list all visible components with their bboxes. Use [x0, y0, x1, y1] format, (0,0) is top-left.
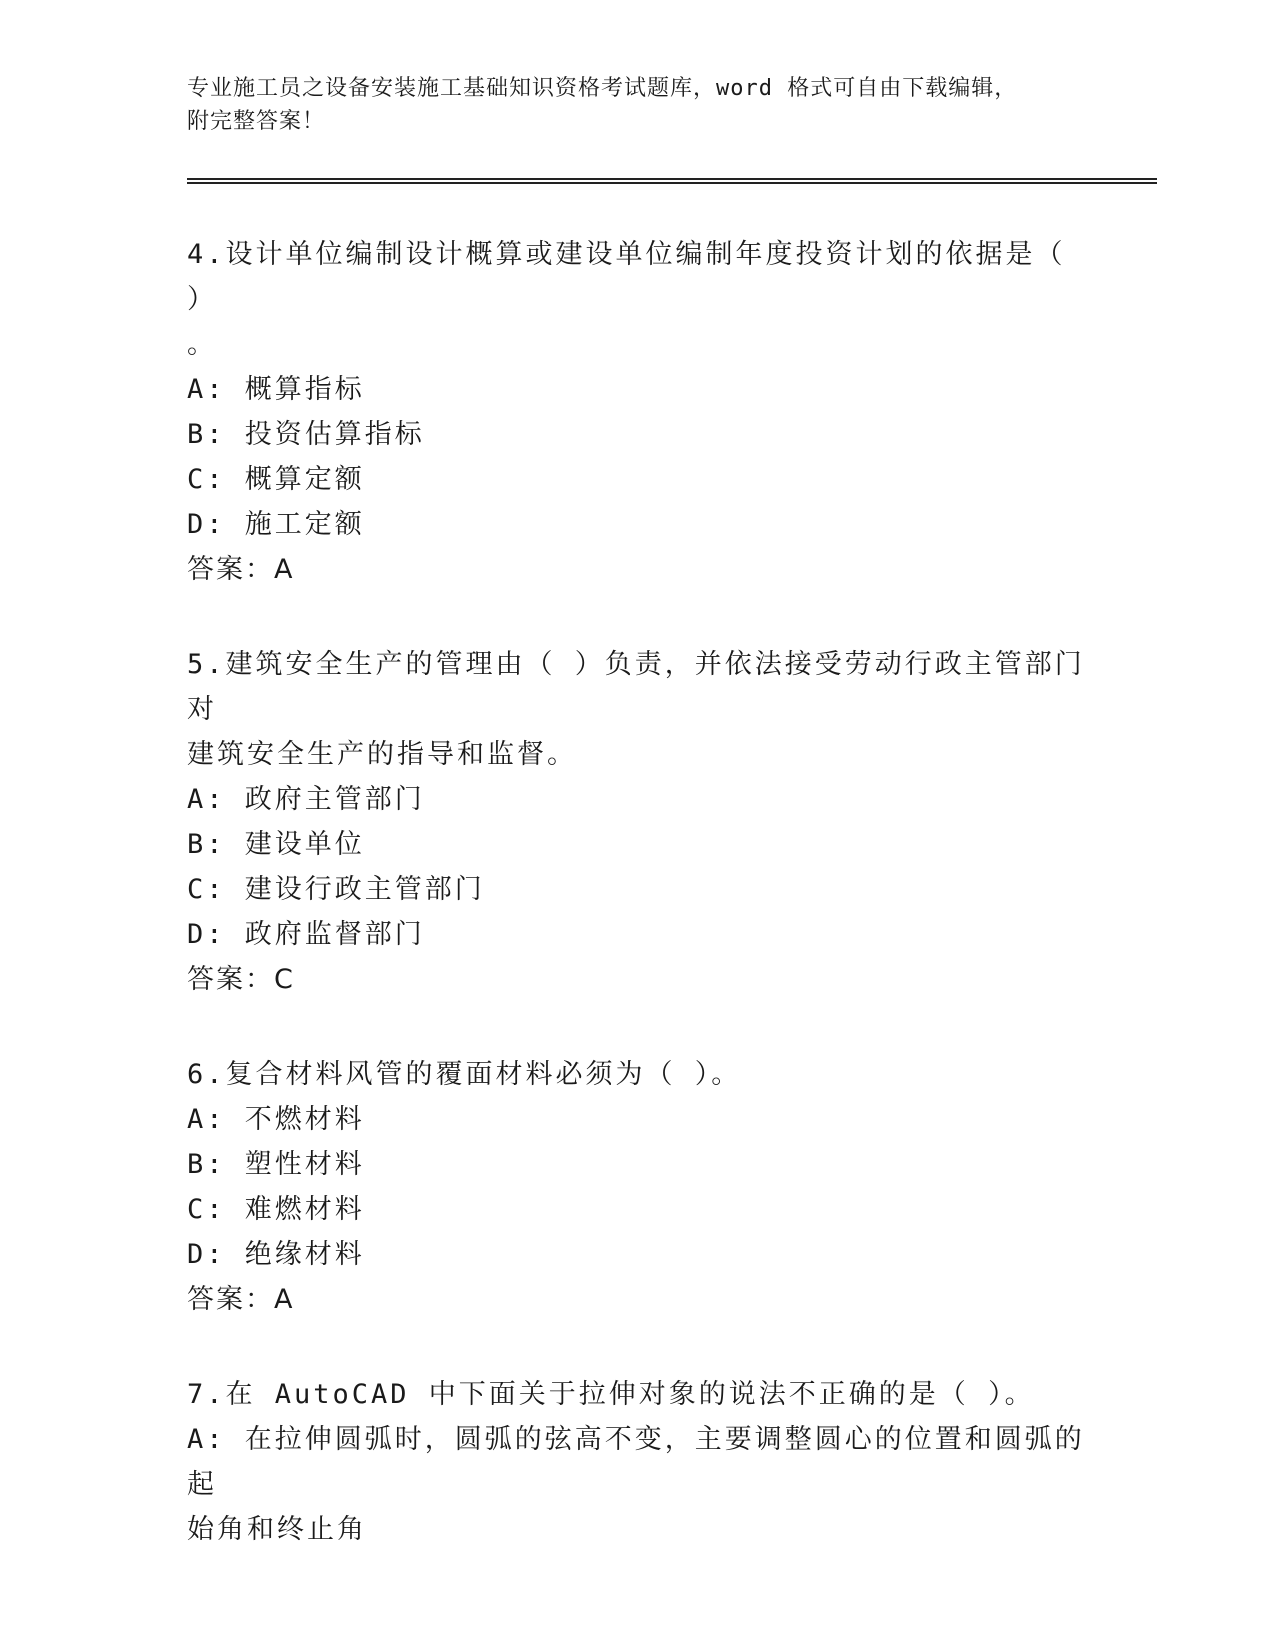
question-4: [187, 232, 1087, 592]
option-a: A: 政府主管部门: [187, 784, 425, 815]
option-a: A: 在拉伸圆弧时，圆弧的弦高不变，主要调整圆心的位置和圆弧的起: [187, 1424, 1085, 1500]
question-5: [187, 642, 1087, 1002]
option-b: B: 建设单位: [187, 829, 365, 860]
question-stem: 5.建筑安全生产的管理由（ ）负责，并依法接受劳动行政主管部门对: [187, 649, 1085, 725]
option-a: A: 概算指标: [187, 374, 365, 405]
option-d: D: 施工定额: [187, 509, 365, 540]
option-b: B: 塑性材料: [187, 1149, 365, 1180]
option-c: C: 建设行政主管部门: [187, 874, 485, 905]
question-stem: 7.在 AutoCAD 中下面关于拉伸对象的说法不正确的是（ ）。: [187, 1379, 1035, 1410]
answer: 答案：A: [187, 554, 295, 585]
option-c: C: 概算定额: [187, 464, 365, 495]
question-stem-continued: 建筑安全生产的指导和监督。: [187, 739, 577, 770]
question-list: [187, 232, 1087, 1552]
answer: 答案：C: [187, 964, 295, 995]
question-stem: 6.复合材料风管的覆面材料必须为（ ）。: [187, 1059, 742, 1090]
header-double-rule: [187, 178, 1157, 184]
option-d: D: 政府监督部门: [187, 919, 425, 950]
answer: 答案：A: [187, 1284, 295, 1315]
document-header: [187, 72, 1087, 138]
question-7: [187, 1372, 1087, 1552]
question-stem-continued: 。: [187, 329, 217, 360]
question-stem: 4.设计单位编制设计概算或建设单位编制年度投资计划的依据是（ ）: [187, 239, 1066, 315]
option-d: D: 绝缘材料: [187, 1239, 365, 1270]
header-line-2: 附完整答案！: [187, 109, 326, 134]
option-b: B: 投资估算指标: [187, 419, 425, 450]
option-c: C: 难燃材料: [187, 1194, 365, 1225]
header-line-1: 专业施工员之设备安装施工基础知识资格考试题库，word 格式可自由下载编辑，: [187, 76, 1018, 101]
option-a-continued: 始角和终止角: [187, 1514, 367, 1545]
option-a: A: 不燃材料: [187, 1104, 365, 1135]
question-6: [187, 1052, 1087, 1322]
